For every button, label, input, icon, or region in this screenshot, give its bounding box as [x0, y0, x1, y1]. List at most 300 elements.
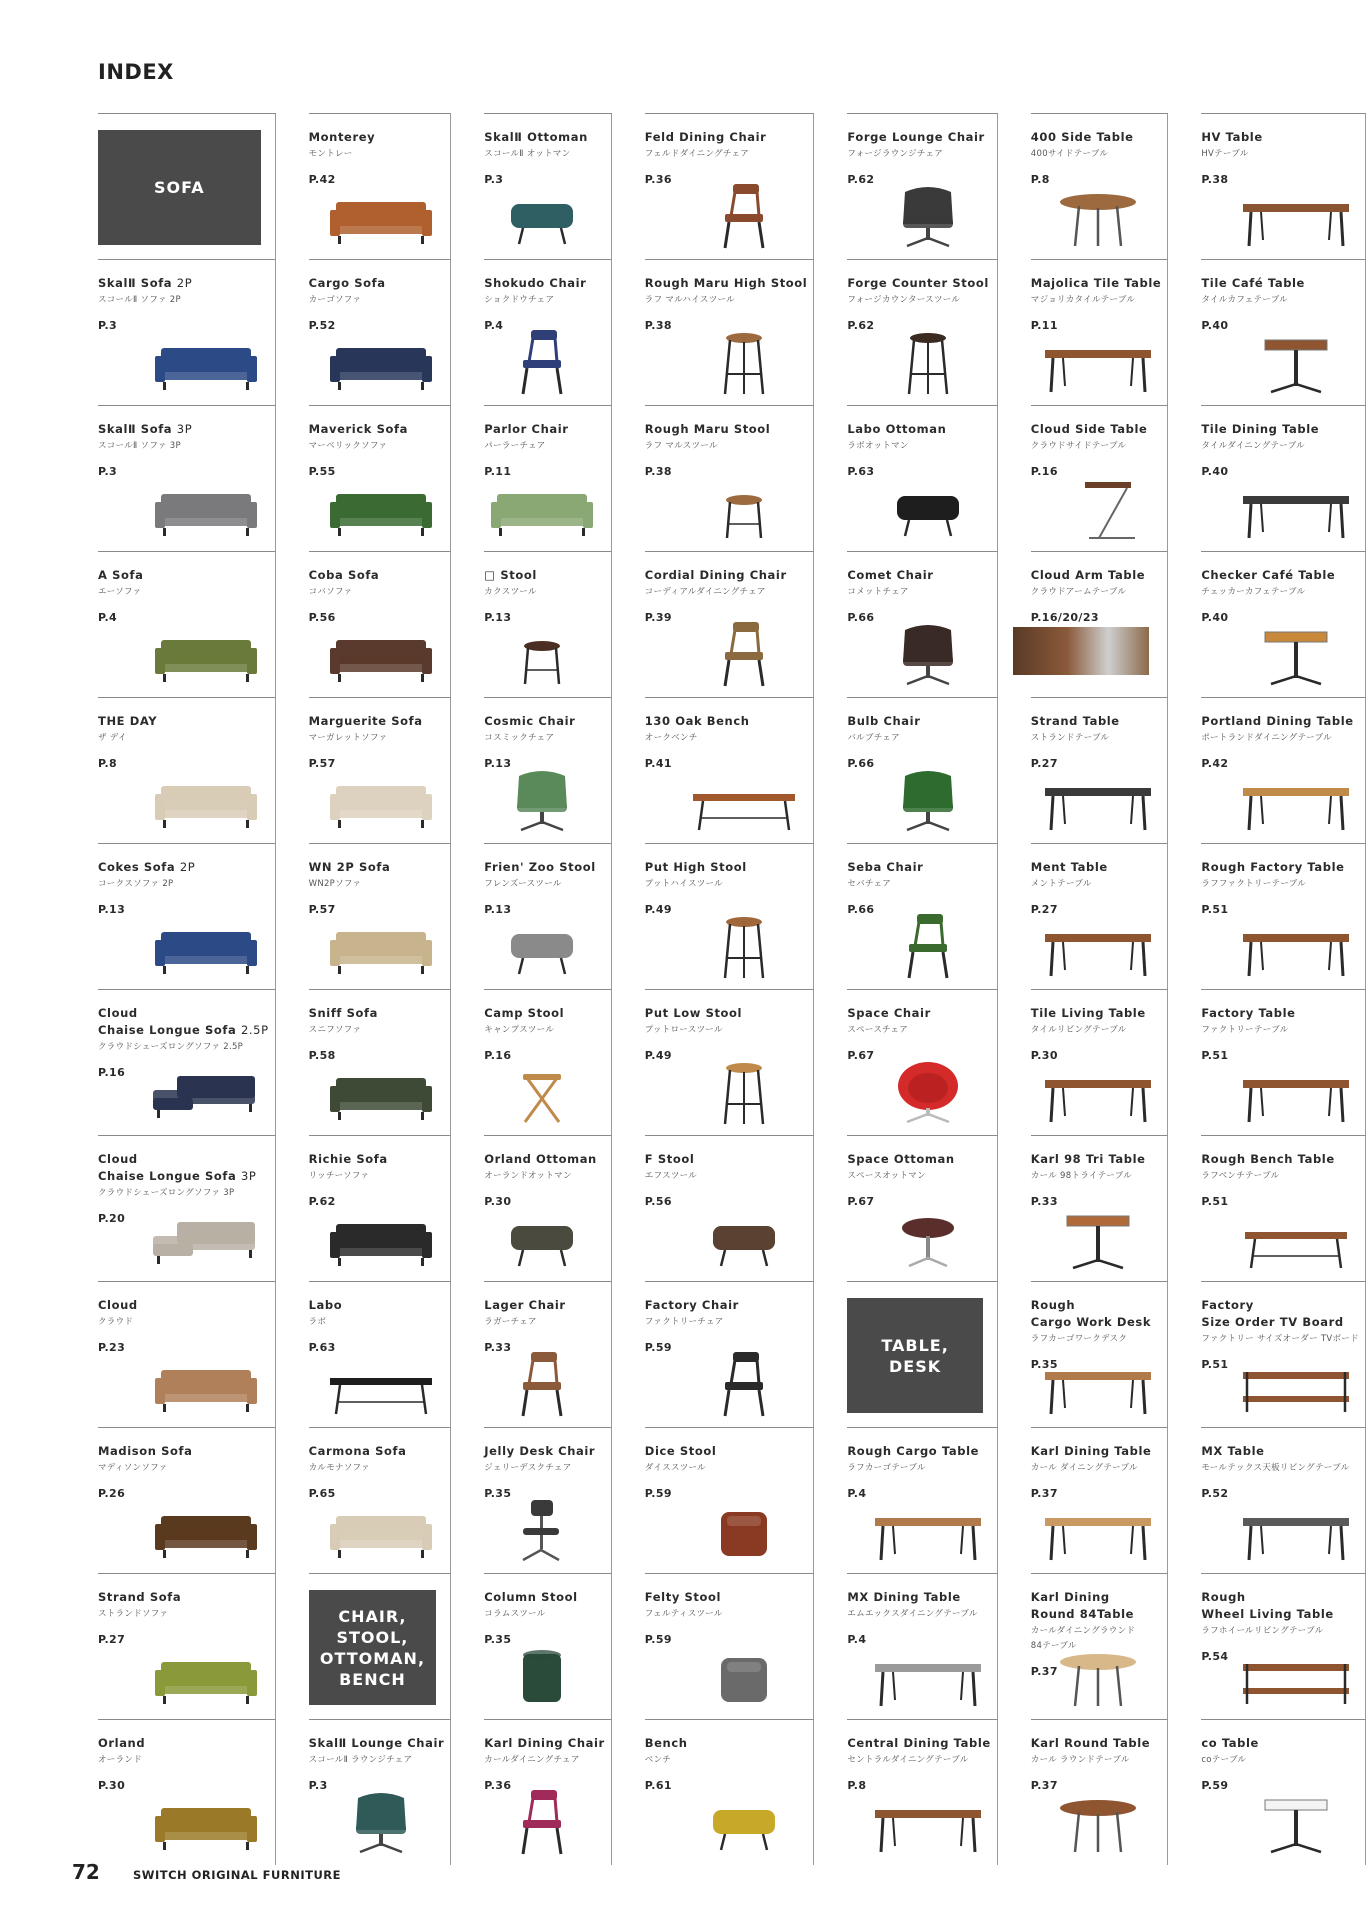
- product-name-line2: Size Order TV Board: [1201, 1315, 1344, 1329]
- product-kana: コバソファ: [308, 587, 353, 597]
- page-reference: P.58: [308, 1049, 336, 1062]
- product-kana: チェッカーカフェテーブル: [1201, 587, 1306, 597]
- page-reference: P.66: [847, 757, 875, 770]
- sofa-icon: [147, 328, 265, 396]
- page-reference: P.42: [1201, 757, 1229, 770]
- page-reference: P.52: [308, 319, 336, 332]
- product-entry: [1031, 1135, 1169, 1281]
- product-kana: ザ デイ: [98, 733, 127, 743]
- page-reference: P.35: [484, 1487, 512, 1500]
- product-entry: [1201, 1135, 1366, 1281]
- product-entry: [484, 1281, 612, 1427]
- product-name: SkalⅡ Ottoman: [484, 130, 588, 144]
- product-kana: バルブチェア: [847, 733, 900, 743]
- table-icon: [869, 1788, 987, 1856]
- product-kana: エムエックスダイニングテーブル: [847, 1609, 978, 1619]
- product-entry: [1031, 989, 1169, 1135]
- product-size: 3P: [176, 422, 193, 436]
- product-entry: [484, 551, 612, 697]
- product-entry: [1201, 843, 1366, 989]
- ottoman-icon: [685, 1788, 803, 1856]
- product-kana: フェルティスツール: [644, 1609, 723, 1619]
- product-name: Factory Table: [1201, 1006, 1296, 1020]
- product-kana: プットハイスツール: [644, 879, 723, 889]
- sofa-icon: [322, 912, 440, 980]
- page-reference: P.59: [644, 1633, 672, 1646]
- product-name: Rough: [1201, 1590, 1246, 1604]
- page-reference: P.59: [644, 1341, 672, 1354]
- page-reference: P.40: [1201, 465, 1229, 478]
- product-name: co Table: [1201, 1736, 1259, 1750]
- product-name-line2: Wheel Living Table: [1201, 1607, 1334, 1621]
- product-entry: [484, 1573, 612, 1719]
- page-reference: P.62: [847, 319, 875, 332]
- page-reference: P.20: [98, 1212, 126, 1225]
- page-reference: P.63: [308, 1341, 336, 1354]
- product-entry: [309, 1281, 452, 1427]
- product-kana: クラウドシェーズロングソファ 3P: [98, 1188, 235, 1198]
- page-reference: P.59: [1201, 1779, 1229, 1792]
- product-kana: フォージカウンタースツール: [847, 295, 961, 305]
- table-icon: [1237, 182, 1355, 250]
- product-entry: [1201, 989, 1366, 1135]
- product-entry: [1201, 1427, 1366, 1573]
- bench-icon: [322, 1350, 440, 1418]
- page-reference: P.38: [1201, 173, 1229, 186]
- product-kana: ラフ マルスツール: [644, 441, 718, 451]
- page-reference: P.16/20/23: [1030, 611, 1099, 624]
- product-entry: [645, 1719, 815, 1865]
- product-entry: [98, 1719, 276, 1865]
- product-entry: [309, 1719, 452, 1865]
- page-reference: P.3: [98, 319, 118, 332]
- lounge-icon: [869, 766, 987, 834]
- product-kana: ストランドソファ: [98, 1609, 169, 1619]
- index-grid: [98, 113, 1359, 1865]
- page-reference: P.30: [1030, 1049, 1058, 1062]
- product-name-line2: Cargo Work Desk: [1030, 1315, 1152, 1329]
- ottoman-icon: [483, 182, 601, 250]
- product-name: Shokudo Chair: [484, 276, 587, 290]
- product-kana: クラウドサイドテーブル: [1030, 441, 1127, 451]
- product-kana: タイルリビングテーブル: [1030, 1025, 1127, 1035]
- section-label: TABLE, DESK: [847, 1298, 982, 1413]
- product-kana: ラフカーゴワークデスク: [1030, 1334, 1128, 1344]
- product-name: Cloud Arm Table: [1030, 568, 1146, 582]
- roundtable-icon: [1039, 1788, 1157, 1856]
- product-name: Felty Stool: [644, 1590, 722, 1604]
- sofa-icon: [147, 474, 265, 542]
- chair-icon: [685, 620, 803, 688]
- page-reference: P.30: [98, 1779, 126, 1792]
- product-kana: フレンズースツール: [484, 879, 562, 889]
- product-entry: [847, 1427, 997, 1573]
- product-size: 3P: [240, 1169, 257, 1183]
- page-reference: P.35: [1030, 1358, 1058, 1371]
- page-reference: P.63: [847, 465, 875, 478]
- product-kana: カール 98トライテーブル: [1030, 1171, 1133, 1181]
- product-entry: [1201, 1719, 1366, 1865]
- product-name: Sniff Sofa: [308, 1006, 378, 1020]
- product-kana: キャンプスツール: [484, 1025, 555, 1035]
- page-reference: P.55: [308, 465, 336, 478]
- product-name: 130 Oak Bench: [644, 714, 750, 728]
- product-kana: スニフソファ: [308, 1025, 362, 1035]
- page-reference: P.27: [1030, 903, 1058, 916]
- product-name: WN 2P Sofa: [308, 860, 391, 874]
- pouf-icon: [869, 1204, 987, 1272]
- product-size: 2P: [179, 860, 196, 874]
- product-entry: [484, 1135, 612, 1281]
- product-entry: [484, 843, 612, 989]
- product-name: Bench: [644, 1736, 688, 1750]
- product-entry: [1201, 1573, 1366, 1719]
- product-name: THE DAY: [98, 714, 158, 728]
- product-entry: [645, 113, 815, 259]
- product-entry: [847, 551, 997, 697]
- product-kana: スペースオットマン: [847, 1171, 926, 1181]
- table-icon: [1237, 1496, 1355, 1564]
- product-kana: オーランドオットマン: [484, 1171, 572, 1181]
- product-name: Camp Stool: [484, 1006, 565, 1020]
- page-reference: P.27: [1030, 757, 1058, 770]
- product-entry: [1201, 259, 1366, 405]
- table-icon: [1039, 328, 1157, 396]
- cafetable-icon: [1237, 328, 1355, 396]
- product-name: Cosmic Chair: [484, 714, 576, 728]
- product-name: Factory: [1201, 1298, 1254, 1312]
- product-name: Cokes Sofa 2P: [98, 860, 196, 874]
- ottoman-icon: [685, 1204, 803, 1272]
- lounge-icon: [869, 182, 987, 250]
- product-kana: スコールⅡ ソファ 2P: [98, 295, 181, 305]
- product-kana: ラフファクトリーテーブル: [1201, 879, 1306, 889]
- product-kana: WN2Pソファ: [308, 879, 362, 889]
- chaise-icon: [147, 1058, 265, 1126]
- page-reference: P.23: [98, 1341, 126, 1354]
- page-reference: P.36: [484, 1779, 512, 1792]
- sofa-icon: [147, 1496, 265, 1564]
- product-kana: クラウド: [98, 1317, 134, 1327]
- product-entry: [1031, 551, 1169, 697]
- product-kana: スペースチェア: [847, 1025, 909, 1035]
- product-name: Karl Round Table: [1030, 1736, 1151, 1750]
- table-icon: [1237, 1058, 1355, 1126]
- product-entry: [1031, 697, 1169, 843]
- chair-icon: [685, 182, 803, 250]
- page-reference: P.38: [644, 319, 672, 332]
- chair-icon: [869, 912, 987, 980]
- product-entry: [1031, 1719, 1169, 1865]
- product-kana: モールテックス天板リビングテーブル: [1201, 1463, 1350, 1473]
- product-size: 2P: [176, 276, 193, 290]
- product-name: HV Table: [1201, 130, 1263, 144]
- product-name: Space Chair: [847, 1006, 931, 1020]
- page-reference: P.11: [1030, 319, 1058, 332]
- cafetable-icon: [1039, 1204, 1157, 1272]
- table-icon: [1237, 766, 1355, 834]
- product-name: Ment Table: [1030, 860, 1108, 874]
- product-entry: [98, 551, 276, 697]
- product-kana: セバチェア: [847, 879, 892, 889]
- page-reference: P.41: [644, 757, 672, 770]
- product-kana: カール ダイニングテーブル: [1030, 1463, 1138, 1473]
- product-kana: ラフ マルハイスツール: [644, 295, 735, 305]
- product-kana: モントレー: [308, 149, 353, 159]
- page-reference: P.27: [98, 1633, 126, 1646]
- product-entry: [1031, 113, 1169, 259]
- product-entry: [484, 989, 612, 1135]
- product-entry: [1031, 1573, 1169, 1719]
- product-name: SkalⅡ Sofa 2P: [98, 276, 193, 290]
- page-reference: P.30: [484, 1195, 512, 1208]
- product-name: Space Ottoman: [847, 1152, 955, 1166]
- section-label: CHAIR, STOOL, OTTOMAN, BENCH: [309, 1590, 437, 1705]
- product-entry: [1031, 1427, 1169, 1573]
- product-name: Karl Dining: [1030, 1590, 1110, 1604]
- cube-icon: [685, 1496, 803, 1564]
- product-name: Rough Bench Table: [1201, 1152, 1335, 1166]
- sofa-icon: [147, 766, 265, 834]
- product-kana: ショクドウチェア: [484, 295, 555, 305]
- product-kana: オークベンチ: [644, 733, 698, 743]
- product-name: MX Dining Table: [847, 1590, 961, 1604]
- product-kana: パーラーチェア: [484, 441, 546, 451]
- page-reference: P.39: [644, 611, 672, 624]
- product-size: 2.5P: [240, 1023, 269, 1037]
- product-name-line2: Chaise Longue Sofa 3P: [98, 1169, 257, 1183]
- product-entry: [1031, 405, 1169, 551]
- product-kana: ファクトリーテーブル: [1201, 1025, 1289, 1035]
- product-entry: [1031, 259, 1169, 405]
- page-reference: P.33: [484, 1341, 512, 1354]
- product-kana: クラウドアームテーブル: [1030, 587, 1127, 597]
- product-name: Central Dining Table: [847, 1736, 991, 1750]
- roundtable-icon: [1039, 1642, 1157, 1710]
- cube-icon: [685, 1642, 803, 1710]
- product-name: Strand Sofa: [98, 1590, 182, 1604]
- page-reference: P.42: [308, 173, 336, 186]
- product-kana: カクスツール: [484, 587, 537, 597]
- product-entry: [309, 259, 452, 405]
- page-reference: P.3: [308, 1779, 328, 1792]
- section-header: [309, 1573, 452, 1719]
- product-kana: ダイススツール: [644, 1463, 706, 1473]
- table-icon: [1039, 912, 1157, 980]
- sofa-icon: [322, 328, 440, 396]
- page-reference: P.37: [1030, 1487, 1058, 1500]
- product-kana: coテーブル: [1201, 1755, 1247, 1765]
- product-entry: [98, 1573, 276, 1719]
- product-name: Comet Chair: [847, 568, 934, 582]
- page-reference: P.66: [847, 611, 875, 624]
- product-name: Frien' Zoo Stool: [484, 860, 596, 874]
- sofa-icon: [322, 620, 440, 688]
- table-photo: [1013, 627, 1149, 675]
- product-kana: ラフカーゴテーブル: [847, 1463, 926, 1473]
- product-name: SkalⅡ Sofa 3P: [98, 422, 193, 436]
- page-reference: P.51: [1201, 903, 1229, 916]
- product-entry: [98, 1281, 276, 1427]
- page-reference: P.67: [847, 1049, 875, 1062]
- product-entry: [847, 697, 997, 843]
- product-name: Feld Dining Chair: [644, 130, 767, 144]
- chaise-icon: [147, 1204, 265, 1272]
- product-kana: ラフホイールリビングテーブル: [1201, 1626, 1324, 1636]
- table-icon: [1237, 912, 1355, 980]
- product-entry: [484, 405, 612, 551]
- highstool-icon: [685, 1058, 803, 1126]
- campstool-icon: [483, 1058, 601, 1126]
- sofa-icon: [147, 1642, 265, 1710]
- product-name: Karl Dining Table: [1030, 1444, 1152, 1458]
- page-reference: P.62: [308, 1195, 336, 1208]
- product-entry: [1201, 113, 1366, 259]
- product-kana: エーソファ: [98, 587, 142, 597]
- product-kana: コスミックチェア: [484, 733, 555, 743]
- page-reference: P.13: [484, 903, 512, 916]
- page-reference: P.51: [1201, 1195, 1229, 1208]
- product-kana: カルモナソファ: [308, 1463, 370, 1473]
- page-reference: P.61: [644, 1779, 672, 1792]
- product-name: Portland Dining Table: [1201, 714, 1354, 728]
- page-reference: P.8: [847, 1779, 867, 1792]
- page-reference: P.37: [1030, 1665, 1058, 1678]
- product-entry: [309, 1427, 452, 1573]
- page-reference: P.49: [644, 903, 672, 916]
- product-name: Labo Ottoman: [847, 422, 947, 436]
- product-entry: [847, 1135, 997, 1281]
- page-reference: P.40: [1201, 319, 1229, 332]
- tvboard-icon: [1237, 1350, 1355, 1418]
- product-entry: [1031, 1281, 1169, 1427]
- product-kana: カールダイニングチェア: [484, 1755, 580, 1765]
- cafetable-icon: [1237, 1788, 1355, 1856]
- product-name: Coba Sofa: [308, 568, 380, 582]
- product-kana: マディソンソファ: [98, 1463, 168, 1473]
- table-icon: [1039, 1058, 1157, 1126]
- page-reference: P.37: [1030, 1779, 1058, 1792]
- product-entry: [645, 1135, 815, 1281]
- product-kana: マーベリックソファ: [308, 441, 388, 451]
- page-reference: P.67: [847, 1195, 875, 1208]
- product-kana: メントテーブル: [1030, 879, 1092, 889]
- product-name: Madison Sofa: [98, 1444, 193, 1458]
- tvboard-icon: [1237, 1642, 1355, 1710]
- bench-icon: [1237, 1204, 1355, 1272]
- product-entry: [847, 989, 997, 1135]
- sofa-icon: [322, 182, 440, 250]
- product-name: Seba Chair: [847, 860, 924, 874]
- product-name: Lager Chair: [484, 1298, 566, 1312]
- chair-icon: [483, 1788, 601, 1856]
- product-entry: [98, 989, 276, 1135]
- product-name: Carmona Sofa: [308, 1444, 407, 1458]
- product-entry: [645, 259, 815, 405]
- page-reference: P.59: [644, 1487, 672, 1500]
- sofa-icon: [147, 912, 265, 980]
- product-kana: セントラルダイニングテーブル: [847, 1755, 969, 1765]
- product-name: MX Table: [1201, 1444, 1265, 1458]
- product-entry: [484, 1719, 612, 1865]
- sofa-icon: [322, 474, 440, 542]
- product-kana: カールダイニングラウンド: [1030, 1626, 1136, 1636]
- page-reference: P.3: [98, 465, 118, 478]
- product-name: Cargo Sofa: [308, 276, 386, 290]
- chair-icon: [483, 1350, 601, 1418]
- page-title: INDEX: [98, 60, 174, 84]
- lounge-icon: [483, 766, 601, 834]
- product-name: Monterey: [308, 130, 376, 144]
- product-entry: [98, 405, 276, 551]
- page-reference: P.16: [484, 1049, 512, 1062]
- roundtable-icon: [1039, 182, 1157, 250]
- product-kana: カーゴソファ: [308, 295, 362, 305]
- product-name: Labo: [308, 1298, 343, 1312]
- product-entry: [847, 843, 997, 989]
- product-entry: [309, 551, 452, 697]
- page-reference: P.62: [847, 173, 875, 186]
- page-reference: P.13: [98, 903, 126, 916]
- product-name: □ Stool: [484, 568, 537, 582]
- product-kana: マーガレットソファ: [308, 733, 388, 743]
- product-kana: タイルカフェテーブル: [1201, 295, 1288, 305]
- product-kana: ファクトリーチェア: [644, 1317, 724, 1327]
- section-header: [98, 113, 276, 259]
- product-entry: [645, 843, 815, 989]
- product-name: Rough Maru High Stool: [644, 276, 808, 290]
- product-name: Rough: [1030, 1298, 1076, 1312]
- product-name: Put Low Stool: [644, 1006, 743, 1020]
- product-name: Orland Ottoman: [484, 1152, 597, 1166]
- product-name: Majolica Tile Table: [1030, 276, 1162, 290]
- sofa-icon: [322, 1058, 440, 1126]
- section-header: [847, 1281, 997, 1427]
- product-name: Tile Café Table: [1201, 276, 1305, 290]
- highstool-icon: [685, 328, 803, 396]
- product-entry: [847, 405, 997, 551]
- ottoman-icon: [869, 474, 987, 542]
- product-kana: リッチーソファ: [308, 1171, 370, 1181]
- product-entry: [484, 259, 612, 405]
- product-entry: [309, 1135, 452, 1281]
- product-kana: ラガーチェア: [484, 1317, 537, 1327]
- product-entry: [645, 697, 815, 843]
- product-entry: [847, 259, 997, 405]
- product-name: Strand Table: [1030, 714, 1120, 728]
- stool-icon: [483, 620, 601, 688]
- product-kana: マジョリカタイルテーブル: [1030, 295, 1136, 305]
- page-reference: P.52: [1201, 1487, 1229, 1500]
- product-kana: フォージラウンジチェア: [847, 149, 944, 159]
- sofa-icon: [322, 1204, 440, 1272]
- product-kana: ジェリーデスクチェア: [484, 1463, 572, 1473]
- page-reference: P.38: [644, 465, 672, 478]
- product-entry: [309, 405, 452, 551]
- product-entry: [645, 551, 815, 697]
- product-entry: [847, 1719, 997, 1865]
- product-entry: [1201, 551, 1366, 697]
- product-name: Checker Café Table: [1201, 568, 1336, 582]
- deskchair-icon: [483, 1496, 601, 1564]
- page-reference: P.35: [484, 1633, 512, 1646]
- page-reference: P.8: [98, 757, 118, 770]
- cafetable-icon: [1237, 620, 1355, 688]
- product-entry: [1031, 843, 1169, 989]
- product-name: Factory Chair: [644, 1298, 739, 1312]
- product-entry: [1201, 405, 1366, 551]
- product-entry: [98, 1427, 276, 1573]
